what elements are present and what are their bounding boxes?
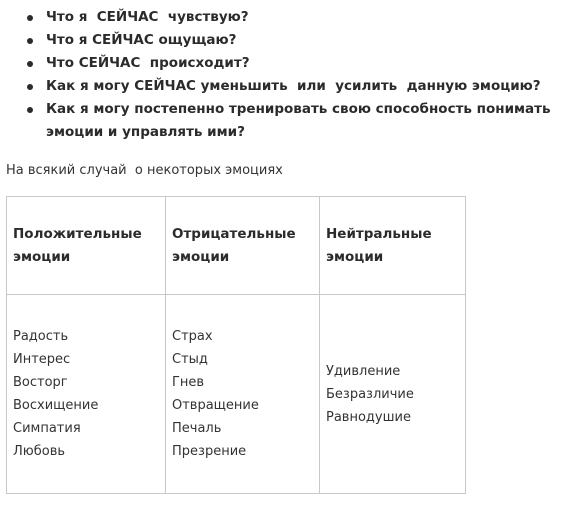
emotion-item: Гнев [172,375,205,390]
question-text: Как я могу постепенно тренировать свою способность понимать эмоции и управлять ими? [46,101,556,140]
question-text: Что я СЕЙЧАС ощущаю? [46,32,237,48]
positive-emotions-cell [7,295,166,494]
header-line: Нейтральные [326,225,432,242]
bullet-icon [27,15,33,21]
header-cell-positive [7,197,166,295]
emotion-item: Восторг [13,375,68,390]
emotion-item: Стыд [172,352,208,367]
bullet-icon [27,107,33,113]
header-line: эмоции [13,248,71,265]
negative-emotions-cell [166,295,320,494]
question-item [46,75,583,98]
question-text: Что СЕЙЧАС происходит? [46,55,250,71]
intro-text: На всякий случай о некоторых эмоциях [6,163,283,178]
emotion-item: Печаль [172,421,222,436]
emotion-item: Интерес [13,352,71,367]
bullet-icon [27,61,33,67]
question-item [46,52,583,75]
emotion-item: Безразличие [326,386,414,402]
question-item [46,6,583,29]
bullet-icon [27,38,33,44]
header-line: Положительные [13,225,142,242]
bullet-icon [27,84,33,90]
question-item [46,29,583,52]
table-row [7,295,466,494]
header-cell-neutral [320,197,466,295]
emotion-item: Восхищение [13,398,99,413]
question-text: Что я СЕЙЧАС чувствую? [46,9,249,25]
emotion-item: Презрение [172,444,247,459]
header-line: эмоции [172,248,230,265]
emotion-item: Любовь [13,444,66,459]
emotion-item: Удивление [326,363,401,379]
header-line: эмоции [326,248,384,265]
question-list [0,6,583,144]
neutral-emotions-cell [320,295,466,494]
emotion-item: Радость [13,329,69,344]
table-header-row [7,197,466,295]
emotions-table [6,196,466,494]
emotion-item: Симпатия [13,421,81,436]
header-line: Отрицательные [172,225,296,242]
emotion-item: Страх [172,329,213,344]
question-item [46,98,583,144]
header-cell-negative [166,197,320,295]
question-text: Как я могу СЕЙЧАС уменьшить или усилить данную эмоцию? [46,78,541,94]
emotion-item: Равнодушие [326,409,411,425]
emotion-item: Отвращение [172,398,259,413]
